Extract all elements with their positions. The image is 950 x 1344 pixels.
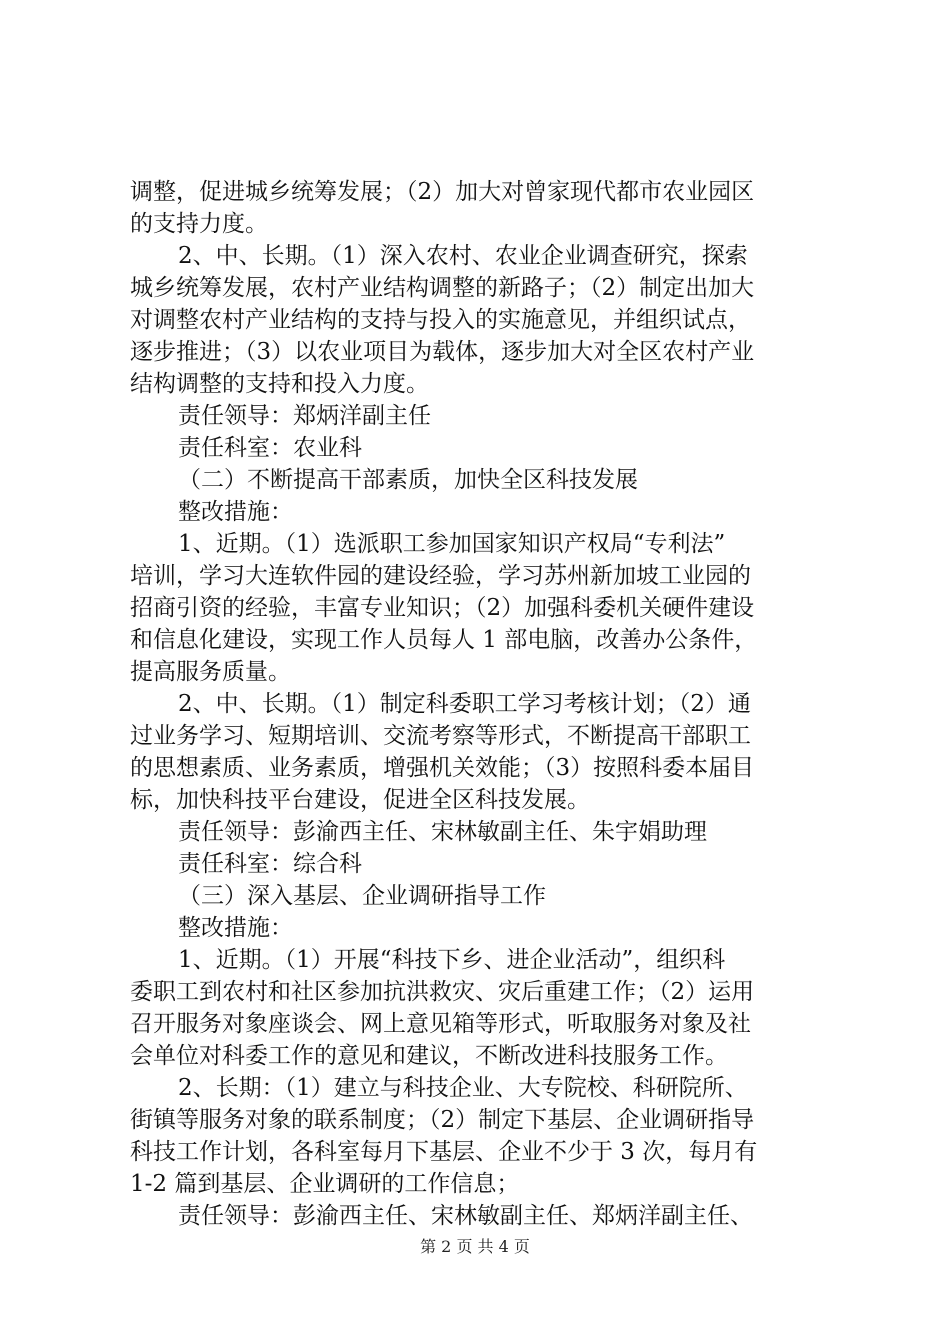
text-line: 1、近期。（1）选派职工参加国家知识产权局“专利法” [178, 531, 726, 557]
text-line: 2、长期：（1）建立与科技企业、大专院校、科研院所、 [178, 1075, 748, 1101]
text-line: 召开服务对象座谈会、网上意见箱等形式，听取服务对象及社 [130, 1011, 751, 1037]
text-line: 科技工作计划，各科室每月下基层、企业不少于 3 次，每月有 [130, 1139, 758, 1165]
text-line: 招商引资的经验，丰富专业知识；（2）加强科委机关硬件建设 [130, 595, 755, 621]
text-line: 标，加快科技平台建设，促进全区科技发展。 [130, 787, 590, 813]
text-line: 街镇等服务对象的联系制度；（2）制定下基层、企业调研指导 [130, 1107, 755, 1133]
measures-label: 整改措施： [178, 915, 293, 941]
section-heading: （二）不断提高干部素质，加快全区科技发展 [178, 467, 638, 493]
text-line: 提高服务质量。 [130, 659, 291, 685]
text-line: 1、近期。（1）开展“科技下乡、进企业活动”，组织科 [178, 947, 726, 973]
text-line: 过业务学习、短期培训、交流考察等形式，不断提高干部职工 [130, 723, 751, 749]
text-line: 结构调整的支持和投入力度。 [130, 371, 429, 397]
responsible-leader: 责任领导：彭渝西主任、宋林敏副主任、郑炳洋副主任、 [178, 1203, 753, 1229]
text-line: 2、中、长期。（1）深入农村、农业企业调查研究，探索 [178, 243, 748, 269]
responsible-leader: 责任领导：郑炳洋副主任 [178, 403, 431, 429]
text-line: 调整，促进城乡统筹发展；（2）加大对曾家现代都市农业园区 [130, 179, 755, 205]
text-line: 城乡统筹发展，农村产业结构调整的新路子；（2）制定出加大 [130, 275, 755, 301]
text-line: 和信息化建设，实现工作人员每人 1 部电脑，改善办公条件， [130, 627, 758, 653]
text-line: 的思想素质、业务素质，增强机关效能；（3）按照科委本届目 [130, 755, 755, 781]
responsible-leader: 责任领导：彭渝西主任、宋林敏副主任、朱宇娟助理 [178, 819, 707, 845]
measures-label: 整改措施： [178, 499, 293, 525]
text-line: 委职工到农村和社区参加抗洪救灾、灾后重建工作；（2）运用 [130, 979, 755, 1005]
text-line: 逐步推进；（3）以农业项目为载体，逐步加大对全区农村产业 [130, 339, 755, 365]
text-line: 的支持力度。 [130, 211, 268, 237]
responsible-department: 责任科室：农业科 [178, 435, 362, 461]
responsible-department: 责任科室：综合科 [178, 851, 362, 877]
text-line: 2、中、长期。（1）制定科委职工学习考核计划；（2）通 [178, 691, 751, 717]
text-line: 培训，学习大连软件园的建设经验，学习苏州新加坡工业园的 [130, 563, 751, 589]
page-number-footer: 第 2 页 共 4 页 [420, 1237, 530, 1256]
section-heading: （三）深入基层、企业调研指导工作 [178, 883, 546, 909]
text-line: 会单位对科委工作的意见和建议，不断改进科技服务工作。 [130, 1043, 728, 1069]
text-line: 1-2 篇到基层、企业调研的工作信息； [130, 1171, 520, 1197]
text-line: 对调整农村产业结构的支持与投入的实施意见，并组织试点， [130, 307, 751, 333]
